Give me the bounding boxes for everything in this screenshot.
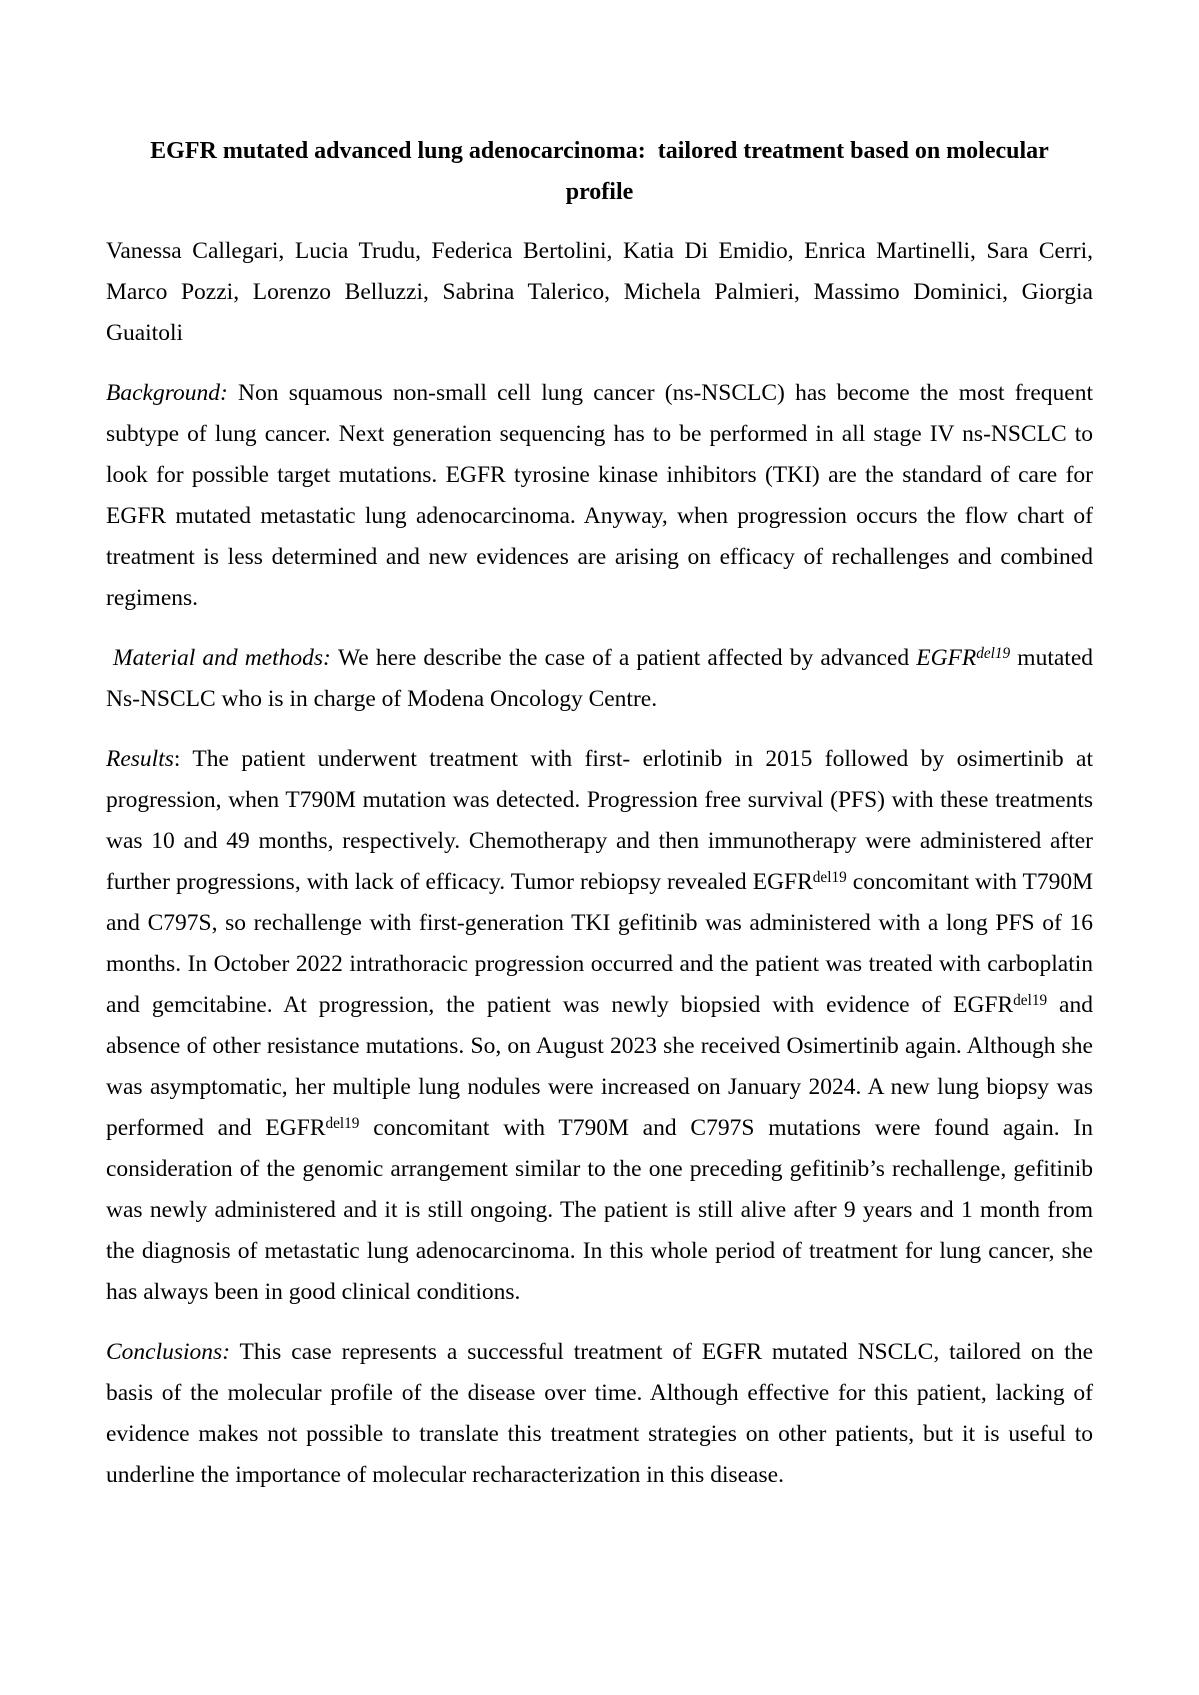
conclusions-paragraph [106, 1332, 1093, 1496]
paper-title [106, 131, 1093, 213]
text-run: Conclusions: [106, 1339, 231, 1365]
text-run: concomitant with T790M and C797S, so rechallenge with first-generation TKI gefitinib was administered with a long PFS of 16 months. In October 2022 intrathoracic progression occurred and the patient was treated with carboplatin and gemcitabine. At progression, the patient was newly biopsied with evidence of EGFR [106, 869, 1094, 1018]
methods-paragraph [106, 638, 1093, 720]
text-run: EGFR [916, 645, 977, 671]
text-run: del19 [812, 869, 847, 887]
text-run: Results [106, 746, 174, 772]
authors-list: Vanessa Callegari, Lucia Trudu, Federica Bertolini, Katia Di Emidio, Enrica Martinelli, Sara Cerri, Marco Pozzi, Lorenzo Belluzzi, Sabrina Talerico, Michela Palmieri, Massimo Dominici, Giorgia Guaitoli [106, 238, 1093, 346]
background-paragraph [106, 373, 1093, 619]
text-run: del19 [325, 1115, 360, 1133]
paper-title-line-1: EGFR mutated advanced lung adenocarcinoma: tailored treatment based on molecular [150, 138, 1049, 164]
text-run: del19 [976, 645, 1011, 663]
text-run: Material and methods: [113, 645, 338, 671]
text-run: This case represents a successful treatment of EGFR mutated NSCLC, tailored on the basis of the molecular profile of the disease over time. Although effective for this patient, lacking of evidence makes not possible to translate this treatment strategies on other patients, but it is useful to underline the importance of molecular recharacterization in this disease. [106, 1339, 1093, 1488]
text-run: : The patient underwent treatment with first- erlotinib in 2015 followed by osimertinib at progression, when T790M mutation was detected. Progression free survival (PFS) with these treatments was 10 and 49 months, respectively. Chemotherapy and then immunotherapy were administered after further progressions, with lack of efficacy. Tumor rebiopsy revealed EGFR [106, 746, 1093, 895]
text-run: Background: [106, 380, 228, 406]
text-run: Non squamous non-small cell lung cancer (ns-NSCLC) has become the most frequent subtype of lung cancer. Next generation sequencing has to be performed in all stage IV ns-NSCLC to look for possible target mutations. EGFR tyrosine kinase inhibitors (TKI) are the standard of care for EGFR mutated metastatic lung adenocarcinoma. Anyway, when progression occurs the flow chart of treatment is less determined and new evidences are arising on efficacy of rechallenges and combined regimens. [106, 380, 1093, 611]
text-run: and absence of other resistance mutations. So, on August 2023 she received Osimertinib again. Although she was asymptomatic, her multiple lung nodules were increased on January 2024. A new lung biopsy was performed and EGFR [106, 992, 1093, 1141]
text-run: We here describe the case of a patient affected by advanced [337, 645, 917, 671]
results-paragraph [106, 739, 1093, 1313]
text-run: del19 [1013, 992, 1048, 1010]
paper-title-line-2: profile [565, 179, 634, 205]
text-run: mutated Ns-NSCLC who is in charge of Modena Oncology Centre. [106, 645, 1093, 712]
text-run: concomitant with T790M and C797S mutations were found again. In consideration of the genomic arrangement similar to the one preceding gefitinib’s rechallenge, gefitinib was newly administered and it is still ongoing. The patient is still alive after 9 years and 1 month from the diagnosis of metastatic lung adenocarcinoma. In this whole period of treatment for lung cancer, she has always been in good clinical conditions. [106, 1115, 1093, 1305]
